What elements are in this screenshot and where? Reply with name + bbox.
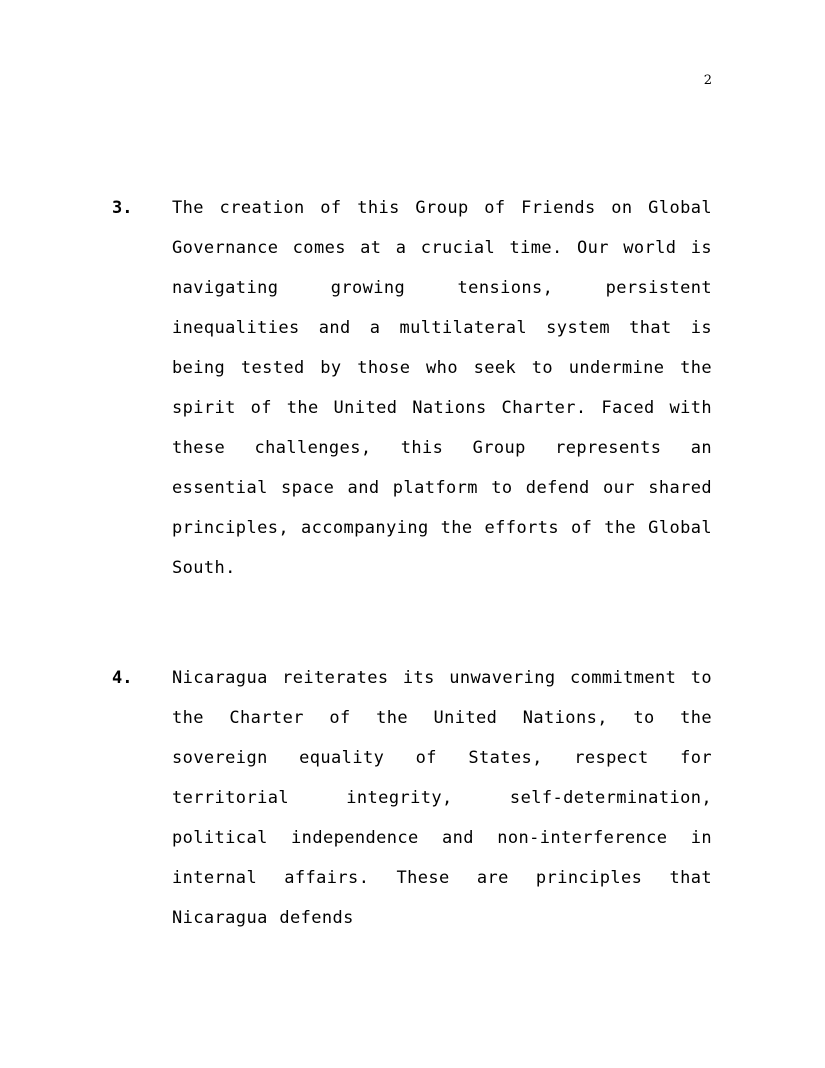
page-number: 2	[703, 73, 712, 88]
paragraph	[112, 658, 712, 938]
paragraph	[112, 188, 712, 628]
paragraph-text: Nicaragua reiterates its unwavering commitment to the Charter of the United Nations, to the sovereign equality of States, respect for territorial integrity, self-determination, political independence and non-interference in internal affairs. These are principles that Nicaragua defends	[172, 668, 712, 928]
paragraph-text: The creation of this Group of Friends on Global Governance comes at a crucial time. Our world is navigating growing tensions, persistent inequalities and a multilateral system that is being tested by those who seek to undermine the spirit of the United Nations Charter. Faced with these challenges, this Group represents an essential space and platform to defend our shared principles, accompanying the efforts of the Global South.	[172, 198, 712, 578]
paragraph-number: 3.	[112, 198, 133, 218]
paragraph-number: 4.	[112, 668, 133, 688]
document-body	[112, 188, 712, 938]
